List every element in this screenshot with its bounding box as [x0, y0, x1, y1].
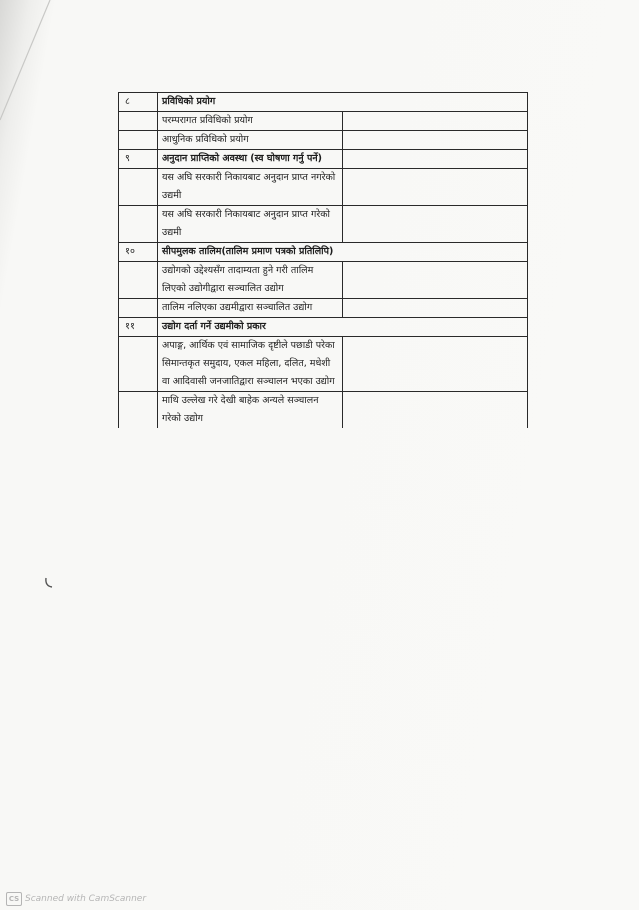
section-title: सीपमुलक तालिम(तालिम प्रमाण पत्रको प्रतिलिपि) [158, 243, 528, 262]
entrepreneur-criteria-table [118, 92, 528, 428]
option-label: अपाङ्ग, आर्थिक एवं सामाजिक दृष्टीले पछाडी परेका सिमान्तकृत समुदाय, एकल महिला, दलित, मधेशी वा आदिवासी जनजातिद्वारा सञ्चालन भएका उद्योग [158, 337, 343, 392]
option-row [119, 337, 528, 392]
option-label: आधुनिक प्रविधिको प्रयोग [158, 131, 343, 150]
tick-cell[interactable] [343, 337, 528, 392]
tick-cell[interactable] [343, 131, 528, 150]
tick-cell[interactable] [343, 262, 528, 299]
option-label: परम्परागत प्रविधिको प्रयोग [158, 112, 343, 131]
option-row [119, 392, 528, 429]
option-label: यस अघि सरकारी निकायबाट अनुदान प्राप्त नगरेको उद्यमी [158, 169, 343, 206]
section-row-8 [119, 93, 528, 112]
tick-cell[interactable] [343, 169, 528, 206]
section-number: १० [119, 243, 158, 262]
section-number: ९ [119, 150, 158, 169]
option-row [119, 131, 528, 150]
tick-cell[interactable] [343, 392, 528, 429]
camscanner-watermark [6, 892, 146, 906]
section-number: ११ [119, 318, 158, 337]
stray-pen-mark [44, 577, 54, 589]
option-label: माथि उल्लेख गरे देखी बाहेक अन्यले सञ्चालन गरेको उद्योग [158, 392, 343, 429]
section-number: ८ [119, 93, 158, 112]
tick-cell[interactable] [343, 299, 528, 318]
option-label: यस अघि सरकारी निकायबाट अनुदान प्राप्त गरेको उद्यमी [158, 206, 343, 243]
section-title: प्रविधिको प्रयोग [158, 93, 528, 112]
tick-cell[interactable] [343, 112, 528, 131]
option-row [119, 206, 528, 243]
section-title: उद्योग दर्ता गर्ने उद्यमीको प्रकार [158, 318, 528, 337]
section-row-11 [119, 318, 528, 337]
option-label: उद्योगको उद्देश्यसँग तादाम्यता हुने गरी तालिम लिएको उद्योगीद्वारा सञ्चालित उद्योग [158, 262, 343, 299]
option-label: तालिम नलिएका उद्यमीद्वारा सञ्चालित उद्योग [158, 299, 343, 318]
option-row [119, 112, 528, 131]
option-row [119, 169, 528, 206]
section-title: अनुदान प्राप्तिको अवस्था (स्व घोषणा गर्नु पर्ने) [158, 150, 343, 169]
option-row [119, 299, 528, 318]
tick-cell[interactable] [343, 206, 528, 243]
section-row-9 [119, 150, 528, 169]
camscanner-text: Scanned with CamScanner [25, 894, 147, 904]
option-row [119, 262, 528, 299]
section-row-10 [119, 243, 528, 262]
camscanner-logo: CS [6, 892, 22, 906]
